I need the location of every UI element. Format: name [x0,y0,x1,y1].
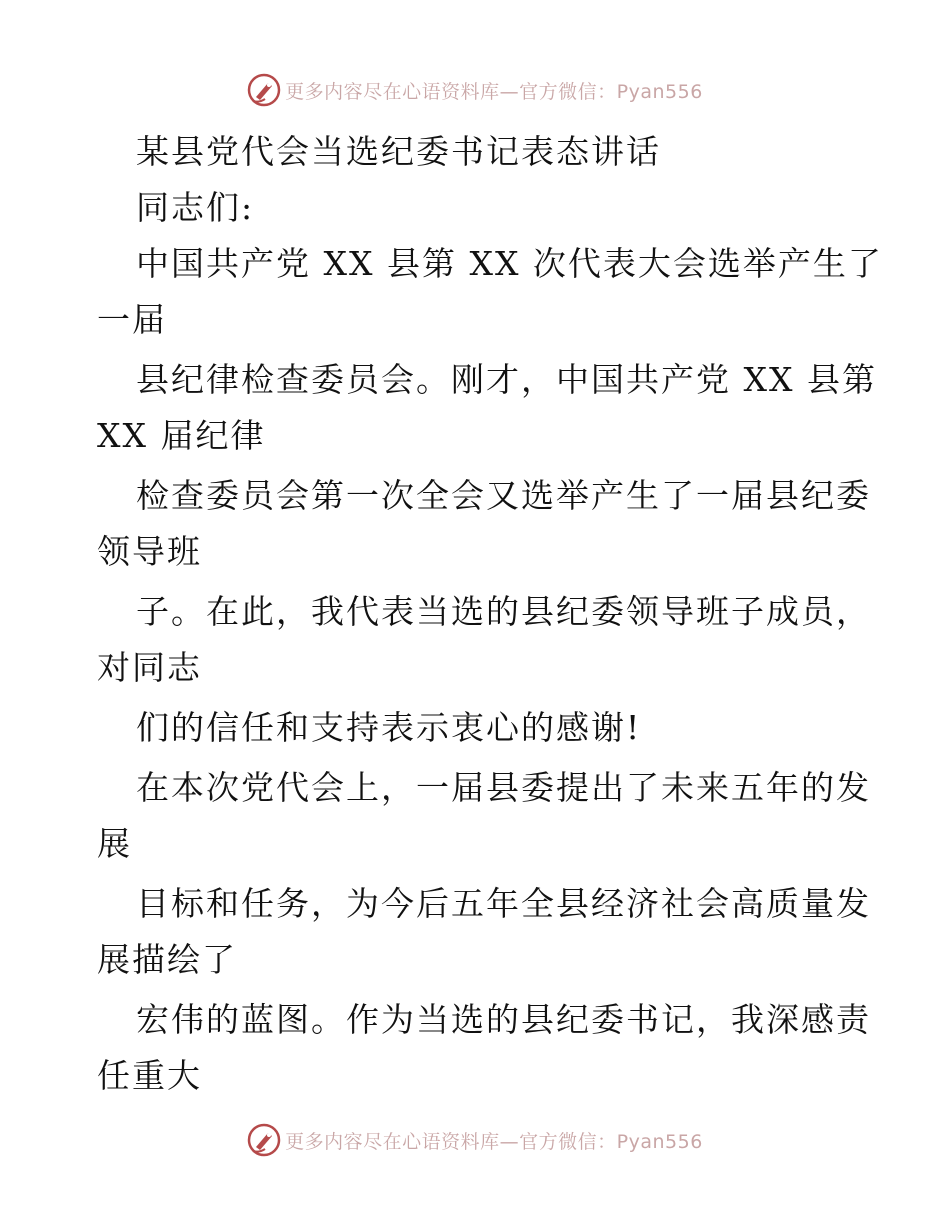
paragraph-line: XX 届纪律 [97,416,266,455]
watermark-text: 更多内容尽在心语资料库—官方微信：Pyan556 [285,1130,703,1153]
paragraph-line: 一届 [97,300,167,339]
pen-nib-logo-icon [247,1123,281,1157]
paragraph-line: 对同志 [97,648,202,687]
paragraph-line: 领导班 [97,532,202,571]
pen-nib-logo-icon [247,73,281,107]
paragraph-line: 检查委员会第一次全会又选举产生了一届县纪委 [136,476,871,515]
footer-watermark [0,1120,950,1160]
paragraph-line: 县纪律检查委员会。刚才，中国共产党 XX 县第 [136,360,877,399]
paragraph-line: 们的信任和支持表示衷心的感谢! [136,708,642,747]
paragraph-line: 中国共产党 XX 县第 XX 次代表大会选举产生了 [136,244,883,283]
paragraph-line: 任重大 [97,1056,202,1095]
salutation: 同志们: [136,188,255,227]
paragraph-line: 展 [97,824,132,863]
paragraph-line: 展描绘了 [97,940,237,979]
watermark-text: 更多内容尽在心语资料库—官方微信：Pyan556 [285,80,703,103]
paragraph-line: 在本次党代会上，一届县委提出了未来五年的发 [136,768,871,807]
paragraph-line: 宏伟的蓝图。作为当选的县纪委书记，我深感责 [136,1000,871,1039]
paragraph-line: 子。在此，我代表当选的县纪委领导班子成员， [136,592,871,631]
header-watermark [0,70,950,110]
document-title: 某县党代会当选纪委书记表态讲话 [136,132,661,171]
paragraph-line: 目标和任务，为今后五年全县经济社会高质量发 [136,884,871,923]
